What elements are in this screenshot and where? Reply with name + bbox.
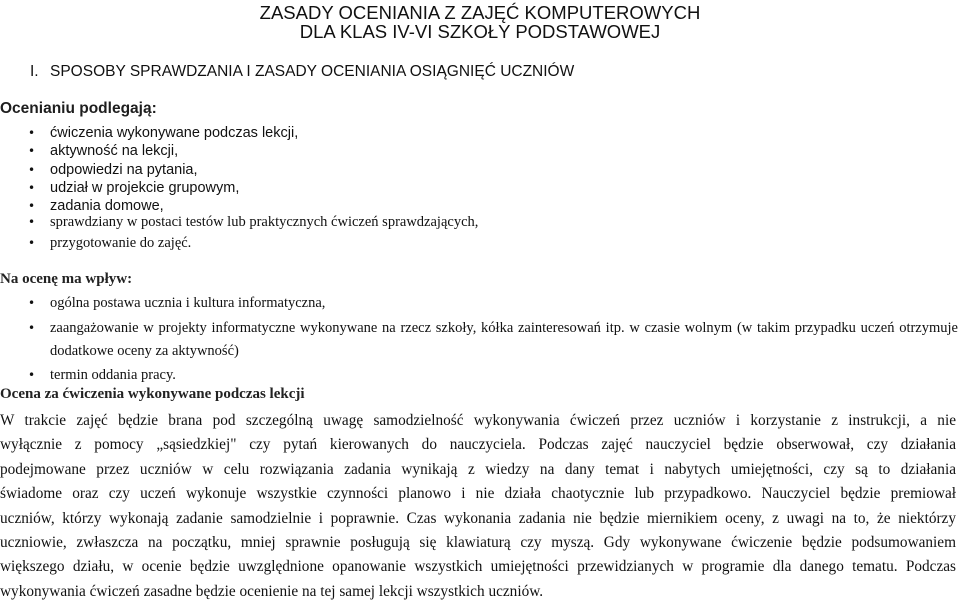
- bullet-icon: •: [28, 126, 36, 140]
- subject-to-grading-list: [0, 124, 960, 215]
- list-item: • zadania domowe,: [28, 198, 164, 215]
- paragraph-line: W trakcie zajęć będzie brana pod szczególną uwagę samodzielność wykonywania ćwiczeń przez uczniów i korzystanie z instrukcji, a nie: [0, 412, 956, 429]
- list-item: • odpowiedzi na pytania,: [28, 161, 198, 178]
- lesson-exercises-heading: Ocena za ćwiczenia wykonywane podczas lekcji: [0, 386, 305, 402]
- grade-factors-list: [0, 292, 960, 387]
- bullet-icon: •: [28, 144, 36, 159]
- paragraph-line: świadome oraz czy uczeń wykonuje wszystkie czynności planowo i nie działa chaotycznie lub przypadkowo. Nauczyciel będzie premiował: [0, 485, 956, 503]
- subject-to-grading-heading: Ocenianiu podlegają:: [0, 100, 157, 117]
- list-item: • przygotowanie do zajęć.: [0, 233, 960, 254]
- bullet-icon: •: [28, 236, 36, 250]
- list-item: • aktywność na lekcji,: [28, 143, 179, 160]
- bullet-icon: •: [28, 296, 36, 310]
- paragraph-line: większego działu, w ocenie będzie uwzględnione opanowanie wszystkich umiejętności przewidzianych w programie dla danego tematu. Podczas: [0, 558, 956, 576]
- subject-to-grading-list-continued: [0, 212, 960, 254]
- list-item: • ćwiczenia wykonywane podczas lekcji,: [28, 125, 299, 141]
- lesson-exercises-paragraph: [0, 409, 956, 604]
- paragraph-line: uczniowie, zwłaszcza na początku, mniej sprawnie posługują się klawiaturą czy myszą. Gdy wykonywane ćwiczenie będzie podsumowaniem: [0, 534, 956, 552]
- list-item: • termin oddania pracy.: [0, 364, 960, 387]
- bullet-icon: •: [28, 199, 36, 214]
- section-title: SPOSOBY SPRAWDZANIA I ZASADY OCENIANIA OSIĄGNIĘĆ UCZNIÓW: [50, 63, 575, 80]
- bullet-icon: •: [28, 321, 36, 335]
- paragraph-line: wyłącznie z pomocy „sąsiedzkiej" czy pytań kierowanych do nauczyciela. Podczas zajęć nauczyciel będzie obserwował, czy działania: [0, 436, 956, 454]
- bullet-icon: •: [28, 162, 36, 177]
- list-item: • zaangażowanie w projekty informatyczne wykonywane na rzecz szkoły, kółka zainteresowań itp. w czasie wolnym (w takim przypadku uczeń otrzymuje dodatkowe oceny za aktywność): [0, 317, 960, 363]
- paragraph-line: uczniów, którzy wykonają zadanie samodzielnie i poprawnie. Czas wykonania zadania nie będzie miernikiem oceny, z uwagi na to, że niektórzy: [0, 509, 956, 527]
- list-item: • ogólna postawa ucznia i kultura informatyczna,: [0, 292, 960, 315]
- bullet-icon: •: [28, 180, 36, 195]
- list-item: • sprawdziany w postaci testów lub praktycznych ćwiczeń sprawdzających,: [0, 212, 960, 233]
- section-number: I.: [30, 63, 39, 80]
- paragraph-line: podejmowane przez uczniów w celu rozwiązania zadania wynikają z wiedzy na dany temat i nabytych umiejętności, czy są to działania: [0, 460, 956, 478]
- paragraph-line: wykonywania ćwiczeń zasadne będzie ocenienie na tej samej lekcji wszystkich uczniów.: [0, 582, 544, 600]
- bullet-icon: •: [28, 368, 36, 382]
- grade-factors-heading: Na ocenę ma wpływ:: [0, 271, 133, 287]
- section-heading: [30, 63, 574, 81]
- list-item: • udział w projekcie grupowym,: [28, 179, 240, 196]
- document-title-line2: DLA KLAS IV-VI SZKOŁY PODSTAWOWEJ: [299, 21, 661, 42]
- bullet-icon: •: [28, 215, 36, 229]
- document-title-line1: ZASADY OCENIANIA Z ZAJĘĆ KOMPUTEROWYCH: [259, 2, 701, 23]
